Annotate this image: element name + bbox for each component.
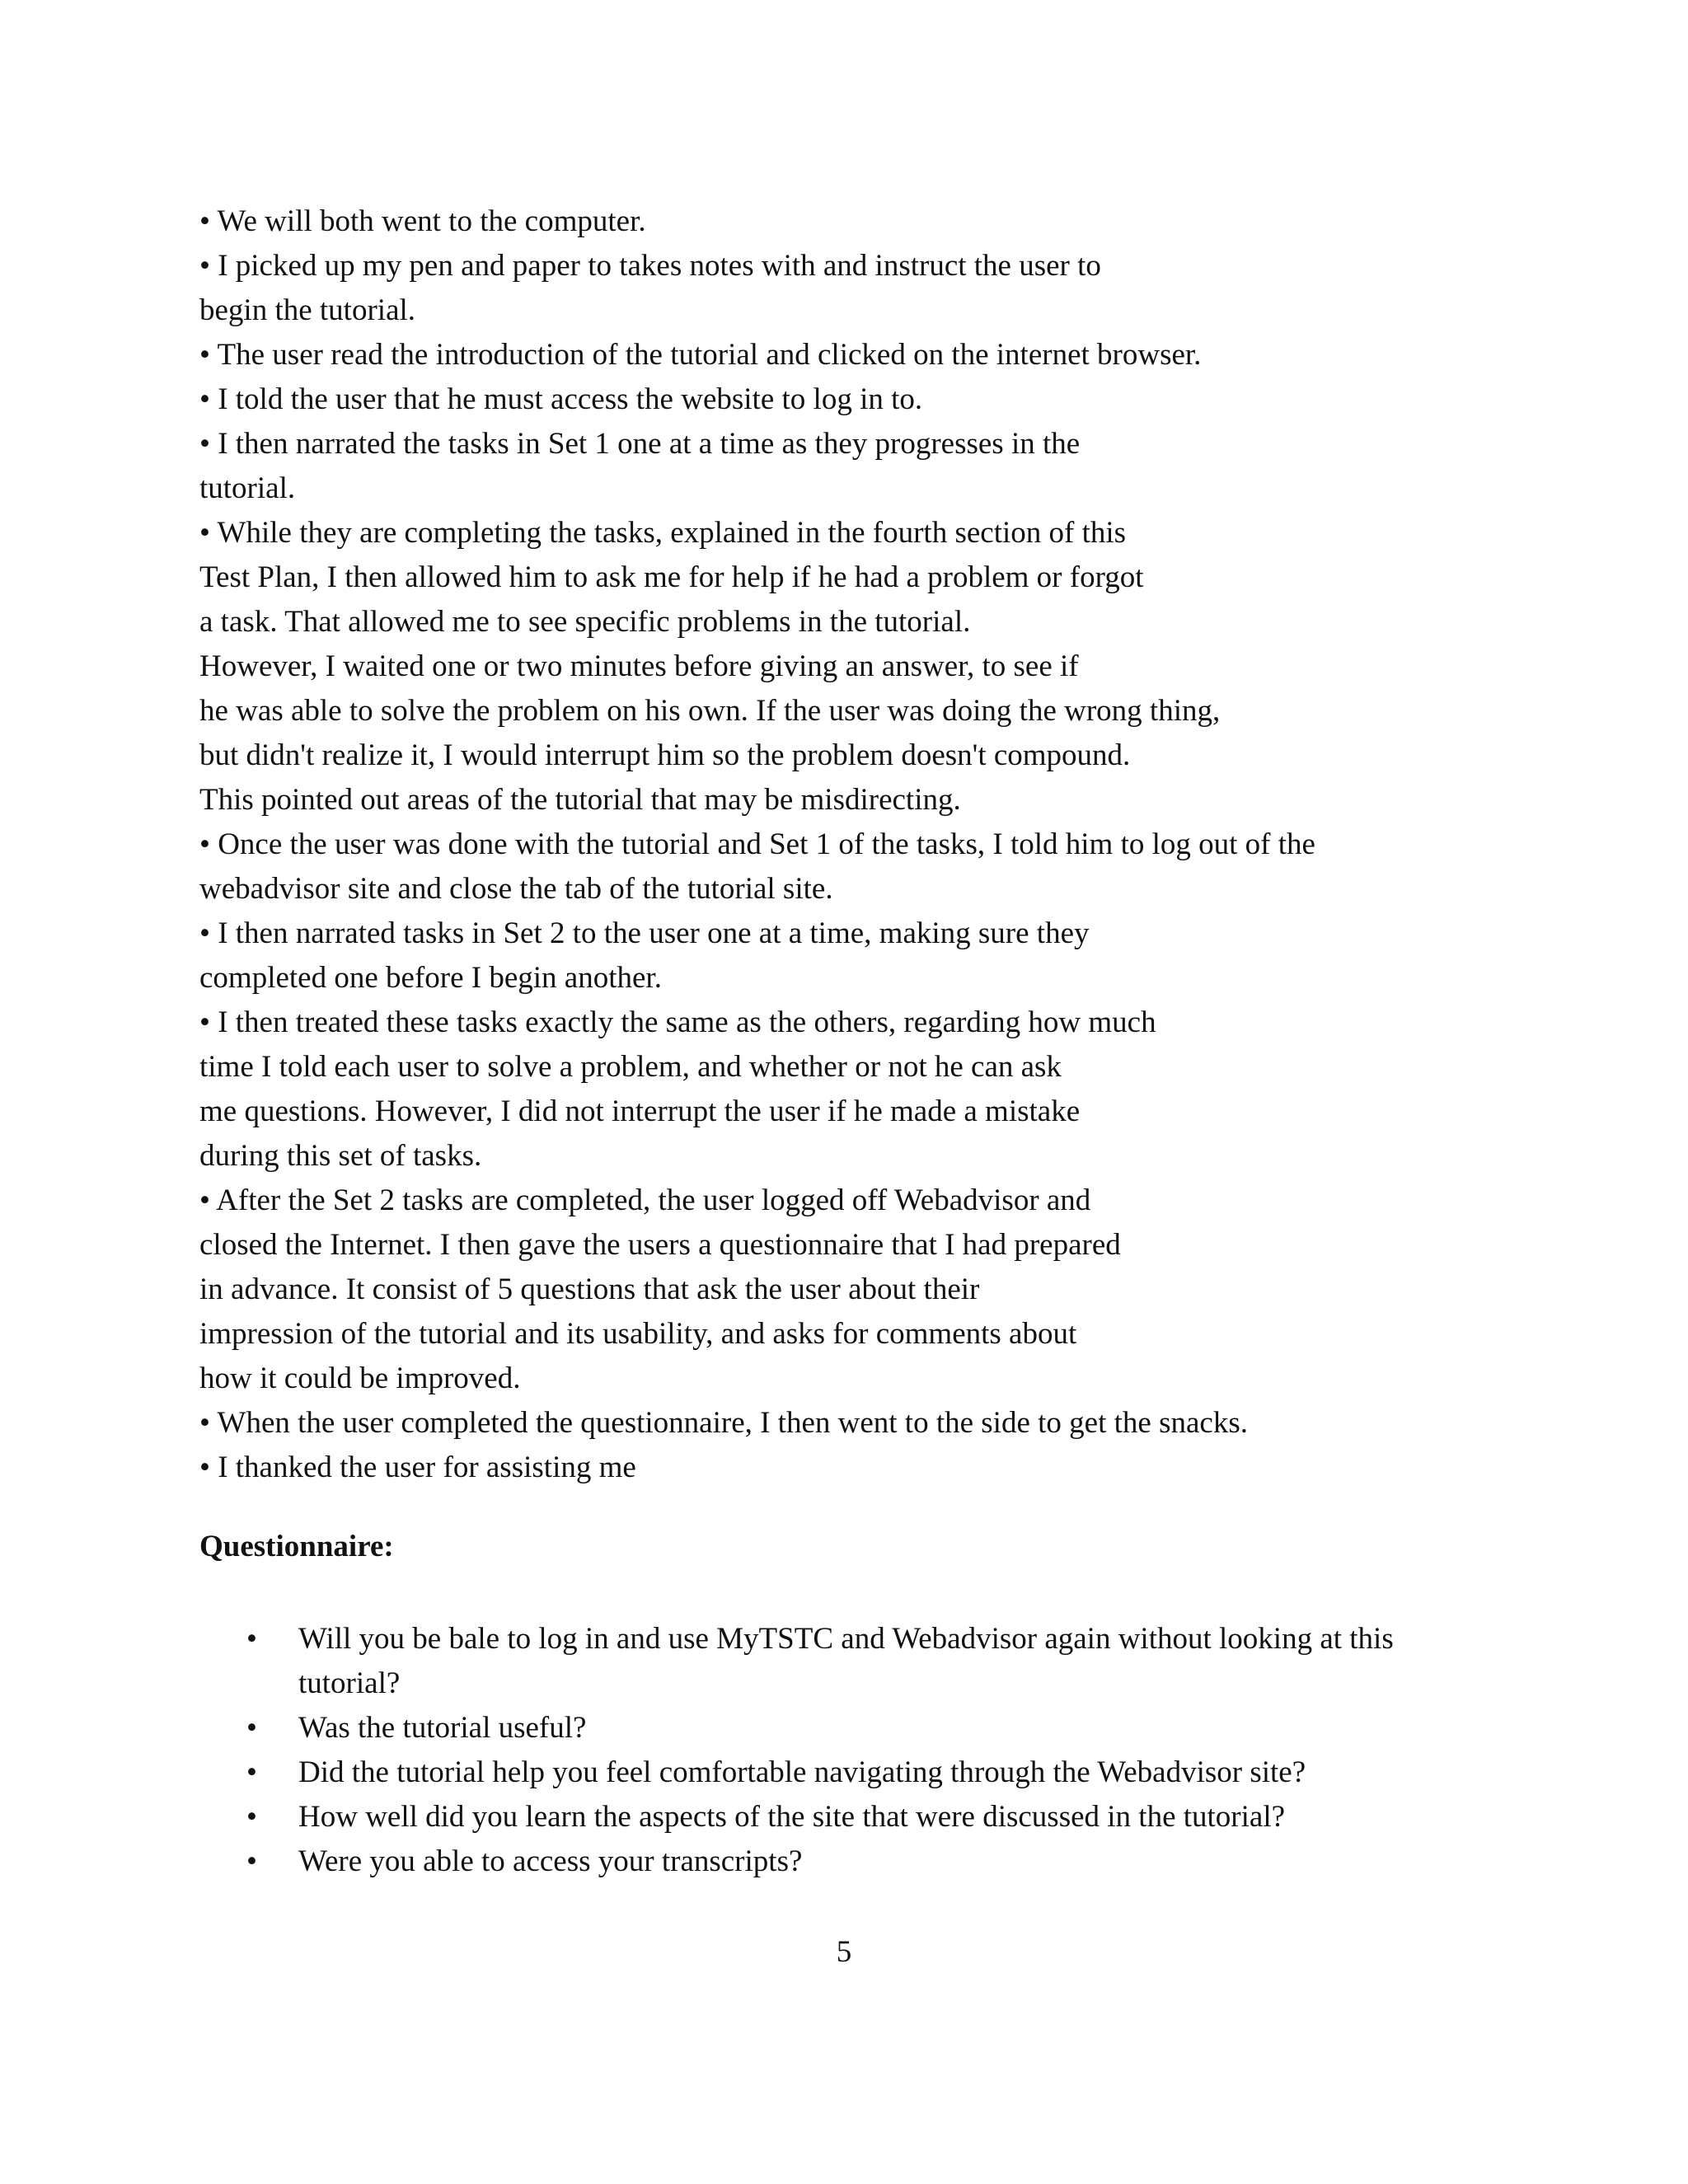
text-line: This pointed out areas of the tutorial that may be misdirecting. (199, 783, 961, 817)
procedure-text (199, 199, 1617, 1490)
question-text: Was the tutorial useful? (298, 1711, 587, 1745)
text-line: me questions. However, I did not interrupt the user if he made a mistake (199, 1094, 1081, 1128)
text-line: begin the tutorial. (199, 293, 416, 327)
text-line: • I told the user that he must access the website to log in to. (199, 382, 923, 416)
text-line: • While they are completing the tasks, explained in the fourth section of this (199, 516, 1127, 550)
text-line: • Once the user was done with the tutorial and Set 1 of the tasks, I told him to log out of the (199, 827, 1315, 861)
list-item (199, 1840, 1485, 1884)
text-line: Test Plan, I then allowed him to ask me for help if he had a problem or forgot (199, 560, 1144, 594)
bullet-icon: • (246, 1711, 257, 1745)
text-line: • I picked up my pen and paper to takes notes with and instruct the user to (199, 249, 1101, 283)
list-item (199, 1706, 1485, 1750)
list-item (199, 1617, 1485, 1706)
text-line: • I then treated these tasks exactly the same as the others, regarding how much (199, 1005, 1156, 1039)
text-line: how it could be improved. (199, 1361, 521, 1395)
list-item (199, 1750, 1485, 1795)
text-line: time I told each user to solve a problem, and whether or not he can ask (199, 1050, 1062, 1084)
questionnaire-heading: Questionnaire: (199, 1530, 394, 1563)
text-line: However, I waited one or two minutes before giving an answer, to see if (199, 649, 1079, 683)
text-line: • I thanked the user for assisting me (199, 1451, 636, 1484)
question-text: Will you be bale to log in and use MyTSTC and Webadvisor again without looking at this tutorial? (298, 1622, 1394, 1700)
text-line: tutorial. (199, 471, 296, 505)
bullet-icon: • (246, 1622, 257, 1656)
text-line: completed one before I begin another. (199, 961, 662, 995)
bullet-icon: • (246, 1844, 257, 1878)
text-line: impression of the tutorial and its usability, and asks for comments about (199, 1317, 1077, 1351)
text-line: • I then narrated tasks in Set 2 to the user one at a time, making sure they (199, 916, 1090, 950)
text-line: webadvisor site and close the tab of the tutorial site. (199, 872, 833, 906)
text-line: closed the Internet. I then gave the users a questionnaire that I had prepared (199, 1228, 1121, 1262)
bullet-icon: • (246, 1755, 257, 1789)
bullet-icon: • (246, 1800, 257, 1834)
question-text: Were you able to access your transcripts? (298, 1844, 803, 1878)
text-line: in advance. It consist of 5 questions that ask the user about their (199, 1272, 980, 1306)
question-text: How well did you learn the aspects of the site that were discussed in the tutorial? (298, 1800, 1286, 1834)
text-line: • We will both went to the computer. (199, 204, 646, 238)
text-line: but didn't realize it, I would interrupt him so the problem doesn't compound. (199, 738, 1131, 772)
text-line: during this set of tasks. (199, 1139, 482, 1173)
question-text: Did the tutorial help you feel comfortable navigating through the Webadvisor site? (298, 1755, 1306, 1789)
text-line: a task. That allowed me to see specific problems in the tutorial. (199, 605, 971, 639)
text-line: • The user read the introduction of the tutorial and clicked on the internet browser. (199, 338, 1202, 372)
page-number: 5 (836, 1935, 852, 1969)
text-line: he was able to solve the problem on his own. If the user was doing the wrong thing, (199, 694, 1221, 728)
text-line: • After the Set 2 tasks are completed, the user logged off Webadvisor and (199, 1183, 1091, 1217)
text-line: • When the user completed the questionnaire, I then went to the side to get the snacks. (199, 1406, 1248, 1440)
questionnaire-list (199, 1617, 1485, 1884)
text-line: • I then narrated the tasks in Set 1 one at a time as they progresses in the (199, 427, 1081, 461)
list-item (199, 1795, 1485, 1840)
